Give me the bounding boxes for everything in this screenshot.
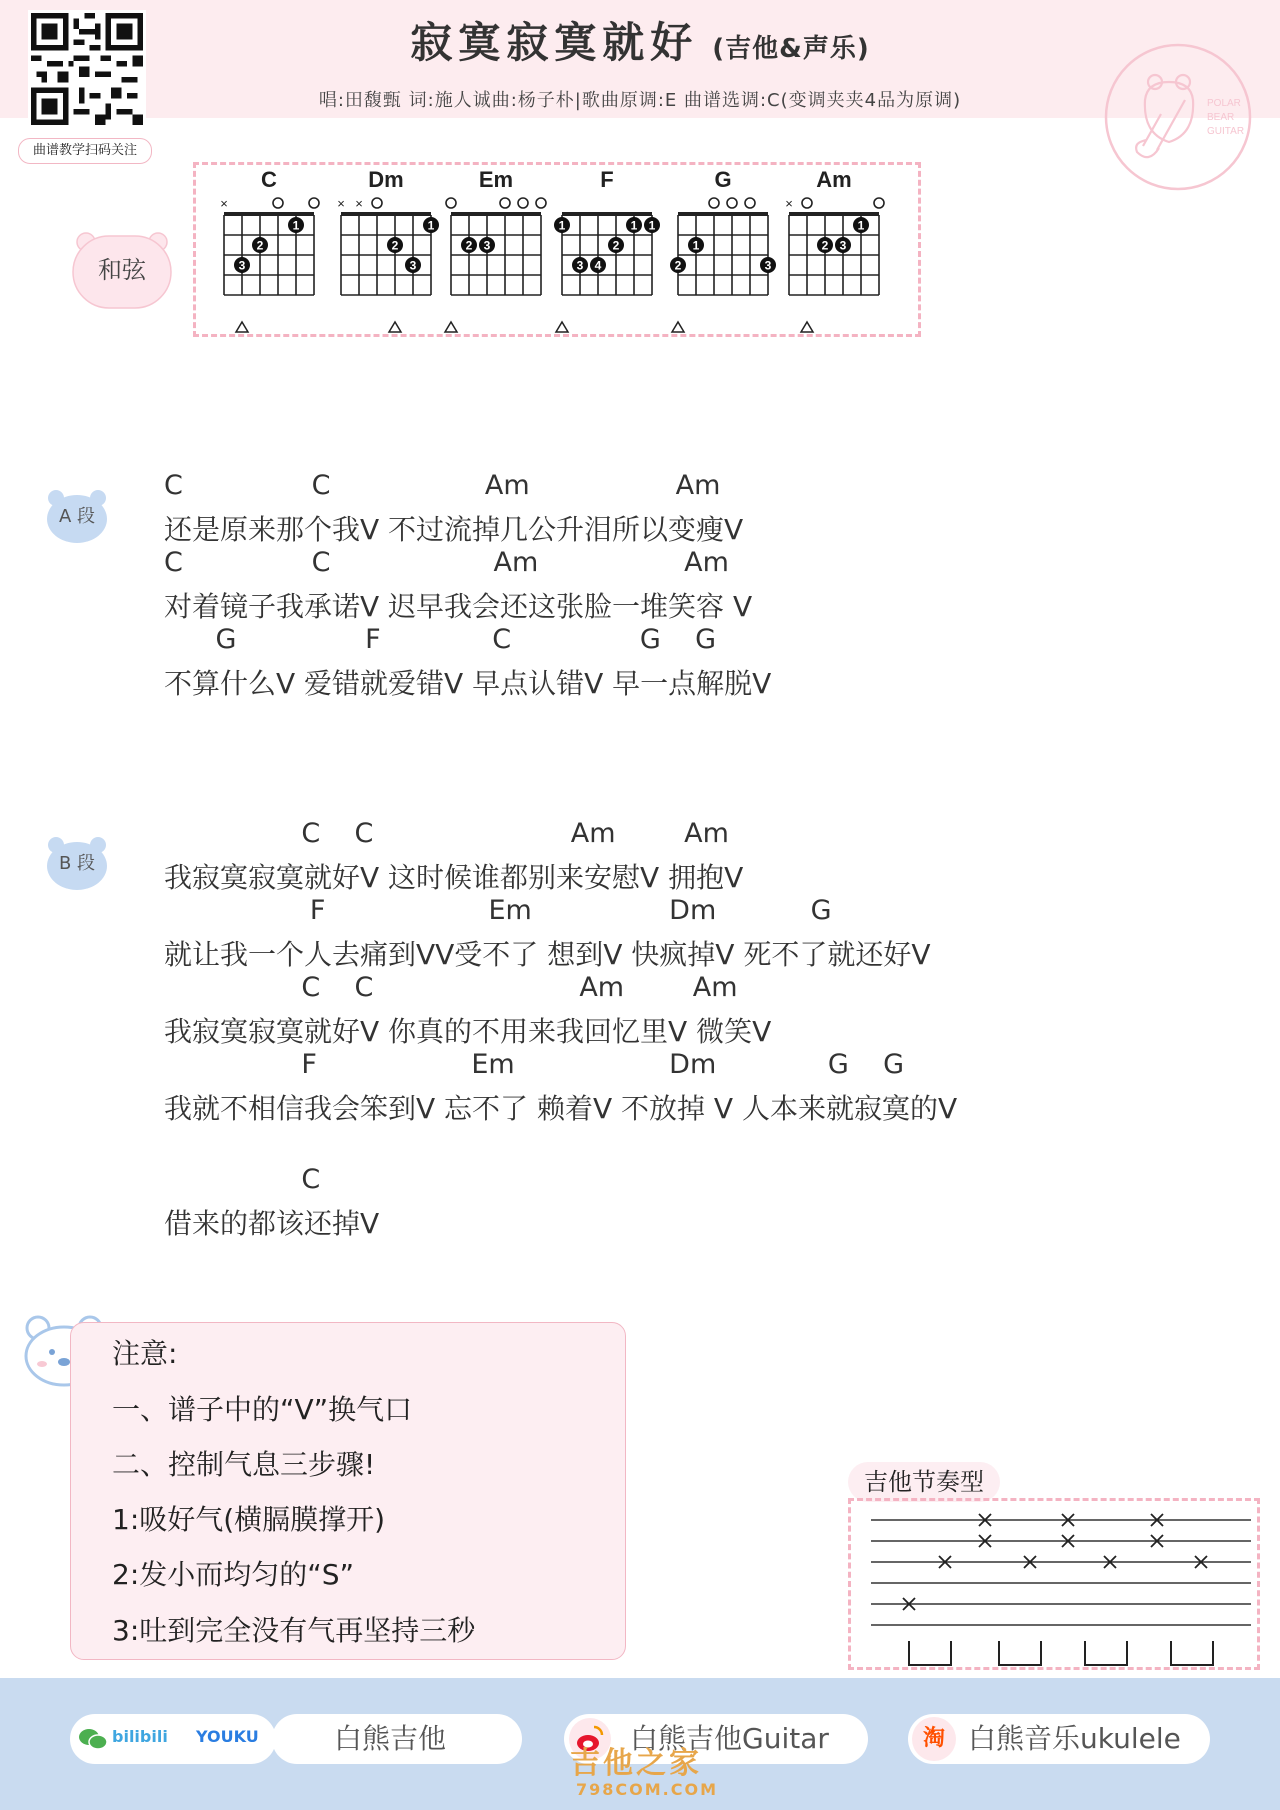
note-line-3: 1:吸好气(横膈膜撑开) xyxy=(112,1503,386,1536)
chord-nut xyxy=(224,212,314,216)
finger-number: 4 xyxy=(594,258,602,273)
finger-number: 3 xyxy=(839,238,847,253)
chord-line: F Em Dm G xyxy=(164,895,832,926)
watermark-sub: 798COM.COM xyxy=(576,1780,719,1799)
chord-diagram-c xyxy=(220,167,319,332)
lyric-line: 还是原来那个我V 不过流掉几公升泪所以变瘦V xyxy=(164,513,744,546)
account-pill-1[interactable] xyxy=(272,1714,522,1764)
lyric-line: 我寂寞寂寞就好V 这时候谁都别来安慰V 拥抱V xyxy=(164,861,744,894)
chord-line: G F C G G xyxy=(164,624,717,655)
open-string-marker xyxy=(745,198,755,208)
chord-diagram-am xyxy=(785,167,884,332)
lyric-line: 我就不相信我会笨到V 忘不了 赖着V 不放掉 V 人本来就寂寞的V xyxy=(164,1092,958,1125)
song-subtitle: (吉他&声乐) xyxy=(712,34,870,64)
chord-name: Em xyxy=(478,167,514,192)
chord-line: C C Am Am xyxy=(164,818,729,849)
chord-name: G xyxy=(714,167,732,192)
chord-line: C C Am Am xyxy=(164,972,738,1003)
open-string-marker xyxy=(309,198,319,208)
account-label-2: 白熊吉他Guitar xyxy=(630,1722,829,1755)
open-string-marker xyxy=(536,198,546,208)
muted-string-marker: × xyxy=(785,196,793,211)
finger-number: 3 xyxy=(409,258,417,273)
finger-number: 3 xyxy=(238,258,246,273)
rhythm-beams xyxy=(909,1641,1213,1665)
open-string-marker xyxy=(727,198,737,208)
root-marker xyxy=(236,322,248,332)
song-title-block xyxy=(0,10,1280,70)
chord-nut xyxy=(562,212,652,216)
root-marker xyxy=(445,322,457,332)
note-line-5: 3:吐到完全没有气再坚持三秒 xyxy=(112,1614,476,1647)
chord-section-label: 和弦 xyxy=(98,256,146,284)
chord-name: C xyxy=(261,167,277,192)
song-credits: 唱:田馥甄 词:施人诚曲:杨子朴|歌曲原调:E 曲谱选调:C(变调夹夹4品为原调) xyxy=(318,90,962,111)
youku-logo: YOUKU xyxy=(196,1727,259,1746)
open-string-marker xyxy=(372,198,382,208)
watermark: 吉他之家 xyxy=(570,1746,702,1781)
lyric-line: 我寂寞寂寞就好V 你真的不用来我回忆里V 微笑V xyxy=(164,1015,772,1048)
finger-number: 3 xyxy=(764,258,772,273)
note-line-4: 2:发小而均匀的“S” xyxy=(112,1558,355,1591)
song-title: 寂寞寂寞就好 xyxy=(410,18,699,67)
finger-number: 1 xyxy=(648,218,656,233)
chord-diagrams xyxy=(196,165,920,336)
logo-text-3: GUITAR xyxy=(1207,126,1245,137)
finger-number: 2 xyxy=(674,258,682,273)
finger-number: 1 xyxy=(292,218,300,233)
finger-number: 1 xyxy=(427,218,435,233)
section-badge-label: B 段 xyxy=(58,853,96,874)
section-badge-1 xyxy=(46,488,104,538)
muted-string-marker: × xyxy=(220,196,228,211)
polar-bear-logo xyxy=(1103,42,1253,192)
account-label-1: 白熊吉他 xyxy=(334,1722,447,1755)
open-string-marker xyxy=(446,198,456,208)
chord-line: F Em Dm G G xyxy=(164,1049,905,1080)
chord-diagram-g xyxy=(670,167,776,332)
chord-nut xyxy=(789,212,879,216)
open-string-marker xyxy=(802,198,812,208)
chord-name: Am xyxy=(816,167,852,192)
note-line-1: 一、谱子中的“V”换气口 xyxy=(112,1393,413,1426)
finger-number: 2 xyxy=(465,238,473,253)
finger-number: 3 xyxy=(483,238,491,253)
root-marker xyxy=(801,322,813,332)
chord-line: C C Am Am xyxy=(164,470,721,501)
taobao-icon: 淘 xyxy=(912,1717,956,1761)
qr-caption: 曲谱教学扫码关注 xyxy=(18,138,152,164)
finger-number: 1 xyxy=(558,218,566,233)
taobao-pill[interactable] xyxy=(908,1714,1210,1764)
open-string-marker xyxy=(874,198,884,208)
bilibili-logo: bilibili xyxy=(112,1727,168,1746)
lyric-line: 对着镜子我承诺V 迟早我会还这张脸一堆笑容 V xyxy=(164,590,753,623)
chord-diagram-f xyxy=(554,167,660,332)
section-badge-label: A 段 xyxy=(58,506,96,527)
root-marker xyxy=(389,322,401,332)
lyric-line: 借来的都该还掉V xyxy=(164,1207,380,1240)
finger-number: 1 xyxy=(857,218,865,233)
section-badge-2 xyxy=(46,835,104,885)
rhythm-pattern-label: 吉他节奏型 xyxy=(848,1462,1000,1502)
rhythm-tab-staff xyxy=(851,1501,1257,1667)
lyric-line: 不算什么V 爱错就爱错V 早点认错V 早一点解脱V xyxy=(164,667,772,700)
note-line-2: 二、控制气息三步骤! xyxy=(112,1448,376,1481)
chord-diagram-dm xyxy=(337,167,439,332)
muted-string-marker: × xyxy=(337,196,345,211)
open-string-marker xyxy=(709,198,719,208)
logo-text-1: POLAR xyxy=(1207,98,1241,109)
open-string-marker xyxy=(518,198,528,208)
finger-number: 2 xyxy=(612,238,620,253)
logo-text-2: BEAR xyxy=(1207,112,1235,123)
open-string-marker xyxy=(273,198,283,208)
chord-nut xyxy=(678,212,768,216)
chord-nut xyxy=(451,212,541,216)
chord-line: C C Am Am xyxy=(164,547,729,578)
muted-string-marker: × xyxy=(355,196,363,211)
wechat-icon xyxy=(78,1727,108,1755)
root-marker xyxy=(556,322,568,332)
root-marker xyxy=(672,322,684,332)
finger-number: 2 xyxy=(821,238,829,253)
account-label-3: 白熊音乐ukulele xyxy=(968,1722,1181,1755)
finger-number: 2 xyxy=(391,238,399,253)
finger-number: 1 xyxy=(692,238,700,253)
chord-diagram-em xyxy=(445,167,546,332)
lyric-line: 就让我一个人去痛到VV受不了 想到V 快疯掉V 死不了就还好V xyxy=(164,938,931,971)
chord-diagrams-panel xyxy=(193,162,921,337)
chord-name: F xyxy=(600,167,614,192)
chord-name: Dm xyxy=(368,167,404,192)
chord-nut xyxy=(341,212,431,216)
chord-line: C xyxy=(164,1164,321,1195)
open-string-marker xyxy=(500,198,510,208)
finger-number: 2 xyxy=(256,238,264,253)
finger-number: 3 xyxy=(576,258,584,273)
rhythm-pattern-panel xyxy=(848,1498,1260,1670)
notes-heading: 注意: xyxy=(112,1337,178,1370)
finger-number: 1 xyxy=(630,218,638,233)
video-platforms-pill[interactable] xyxy=(70,1714,276,1764)
